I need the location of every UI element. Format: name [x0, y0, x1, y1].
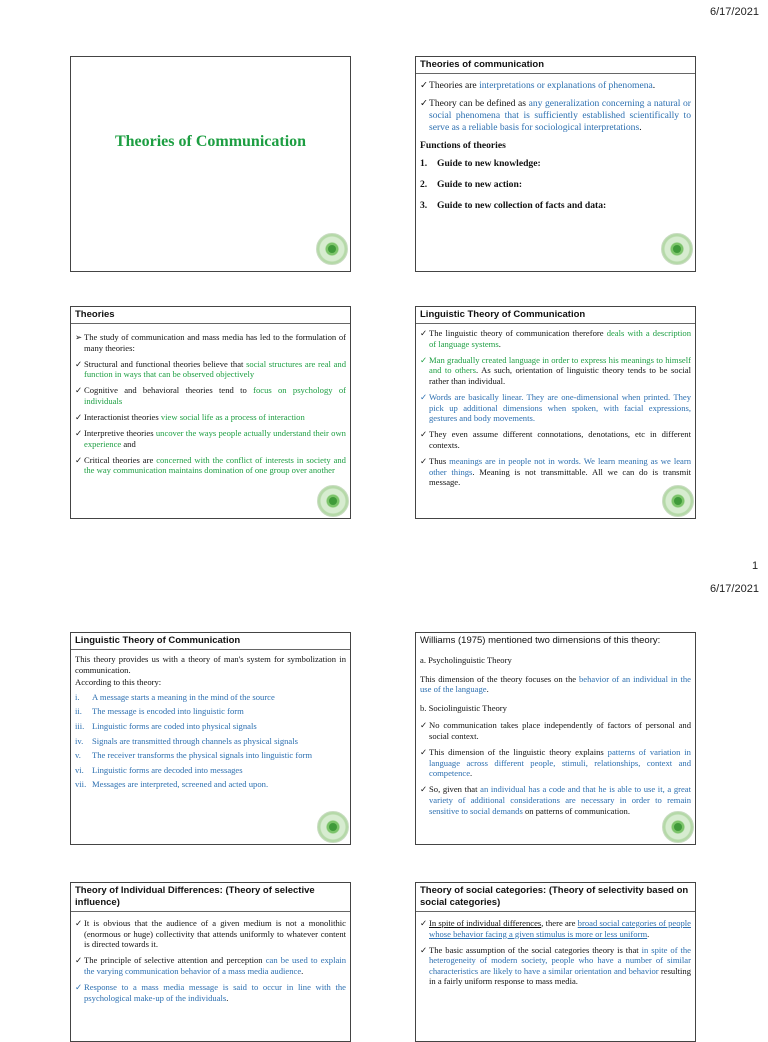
section-b-heading: b. Sociolinguistic Theory	[420, 702, 507, 713]
bullet: ✓ Theory can be defined as any generalization concerning a natural or social phenomena that is sufficiently established scientifically to serve as a reliable basis for sociological interpretations.	[420, 97, 692, 133]
bullet: ✓ Response to a mass media message is said to occur in line with the psychological make-up of the individuals.	[75, 981, 346, 1003]
bullet: ✓ Words are basically linear. They are one-dimensional when printed. They pick up additional dimensions when spoken, with facial expressions, gestures and body movements.	[420, 391, 691, 424]
bullet: ✓ Thus meanings are in people not in words. We learn meaning as we learn other things. Meaning is not transmittable. All we can do is transmit message.	[420, 455, 691, 488]
bullet: ✓ So, given that an individual has a code and that he is able to use it, a great variety of additional considerations are necessary in order to remain sensitive to social demands on patterns of communication.	[420, 784, 691, 816]
bullet: ✓ It is obvious that the audience of a given medium is not a monolithic (enormous or huge) collectivity that attends uniformly to whatever content is directed towards it.	[75, 918, 346, 950]
slide-linguistic-theory-2	[70, 632, 351, 845]
bullet: ✓ In spite of individual differences, there are broad social categories of people whose behavior facing a given stimulus is more or less uniform.	[420, 918, 691, 939]
according-text: According to this theory:	[75, 677, 162, 688]
function-item: 3. Guide to new collection of facts and data:	[420, 199, 607, 211]
bullet: ✓ No communication takes place independently of factors of personal and social context.	[420, 720, 691, 741]
function-item: 2. Guide to new action:	[420, 178, 523, 190]
logo-icon	[661, 233, 693, 265]
step-item: v. The receiver transforms the physical signals into linguistic form	[75, 750, 313, 761]
date-mid: 6/17/2021	[710, 583, 759, 595]
slide-title: Linguistic Theory of Communication	[416, 307, 695, 324]
slide-theories-of-communication	[415, 56, 696, 272]
intro-text: This theory provides us with a theory of man's system for symbolization in communication.	[75, 654, 346, 675]
slide-individual-differences	[70, 882, 351, 1042]
logo-icon	[316, 233, 348, 265]
date-top: 6/17/2021	[710, 6, 759, 18]
step-item: vi. Linguistic forms are decoded into messages	[75, 764, 243, 775]
bullet: ✓ This dimension of the linguistic theory explains patterns of variation in language across different people, stimuli, relationships, context and competence.	[420, 747, 691, 779]
step-item: vii. Messages are interpreted, screened and acted upon.	[75, 779, 269, 790]
logo-icon	[317, 485, 349, 517]
section-a-heading: a. Psycholinguistic Theory	[420, 655, 512, 665]
bullet: ✓ They even assume different connotations, denotations, etc in different contexts.	[420, 429, 691, 450]
logo-icon	[662, 811, 694, 843]
bullet: ➢ The study of communication and mass media has led to the formulation of many theories:	[75, 332, 346, 353]
bullet: ✓ Cognitive and behavioral theories tend to focus on psychology of individuals	[75, 385, 346, 406]
cover-title: Theories of Communication	[114, 133, 307, 150]
bullet: ✓ Theories are interpretations or explanations of phenomena.	[420, 80, 656, 91]
slide-title: Theories	[71, 307, 350, 324]
logo-icon	[662, 485, 694, 517]
slide-title: Williams (1975) mentioned two dimensions of this theory:	[420, 635, 661, 646]
bullet: ✓ Structural and functional theories believe that social structures are real and function in ways that can be observed objectively	[75, 358, 346, 380]
section-a-text: This dimension of the theory focuses on the behavior of an individual in the use of the language.	[420, 673, 691, 695]
functions-heading: Functions of theories	[420, 139, 506, 151]
slide-title: Linguistic Theory of Communication	[71, 633, 350, 650]
page-number: 1	[752, 560, 759, 572]
slide-social-categories	[415, 882, 696, 1042]
slide-linguistic-theory-1	[415, 306, 696, 519]
step-item: iv. Signals are transmitted through channels as physical signals	[75, 735, 298, 746]
bullet: ✓ Critical theories are concerned with the conflict of interests in society and the way communication maintains domination of one group over another	[75, 454, 346, 476]
slide-title: Theory of social categories: (Theory of selectivity based on social categories)	[416, 883, 695, 912]
bullet: ✓ The principle of selective attention and perception can be used to explain the varying communication behavior of a mass media audience.	[75, 955, 346, 976]
step-item: iii. Linguistic forms are coded into physical signals	[75, 720, 257, 731]
step-item: ii. The message is encoded into linguistic form	[75, 706, 244, 717]
step-item: i. A message starts a meaning in the mind of the source	[75, 691, 275, 702]
bullet: ✓ Interpretive theories uncover the ways people actually understand their own experience and	[75, 428, 346, 449]
slide-cover	[70, 56, 351, 272]
function-item: 1. Guide to new knowledge:	[420, 157, 541, 169]
slide-title: Theory of Individual Differences: (Theory of selective influence)	[71, 883, 350, 912]
bullet: ✓ Interactionist theories view social life as a process of interaction	[75, 412, 305, 423]
slide-theories	[70, 306, 351, 519]
bullet: ✓ The basic assumption of the social categories theory is that in spite of the heterogeneity of modern society, people who have a number of similar characteristics are likely to have a similar orientation and behavior resulting in a fairly uniform response to mass media.	[420, 944, 691, 987]
logo-icon	[317, 811, 349, 843]
bullet: ✓ Man gradually created language in order to express his meanings to himself and to others. As such, orientation of linguistic theory tends to be social rather than individual.	[420, 354, 691, 386]
bullet: ✓ The linguistic theory of communication therefore deals with a description of language systems.	[420, 328, 691, 349]
slide-title: Theories of communication	[416, 57, 695, 74]
slide-williams-dimensions	[415, 632, 696, 845]
